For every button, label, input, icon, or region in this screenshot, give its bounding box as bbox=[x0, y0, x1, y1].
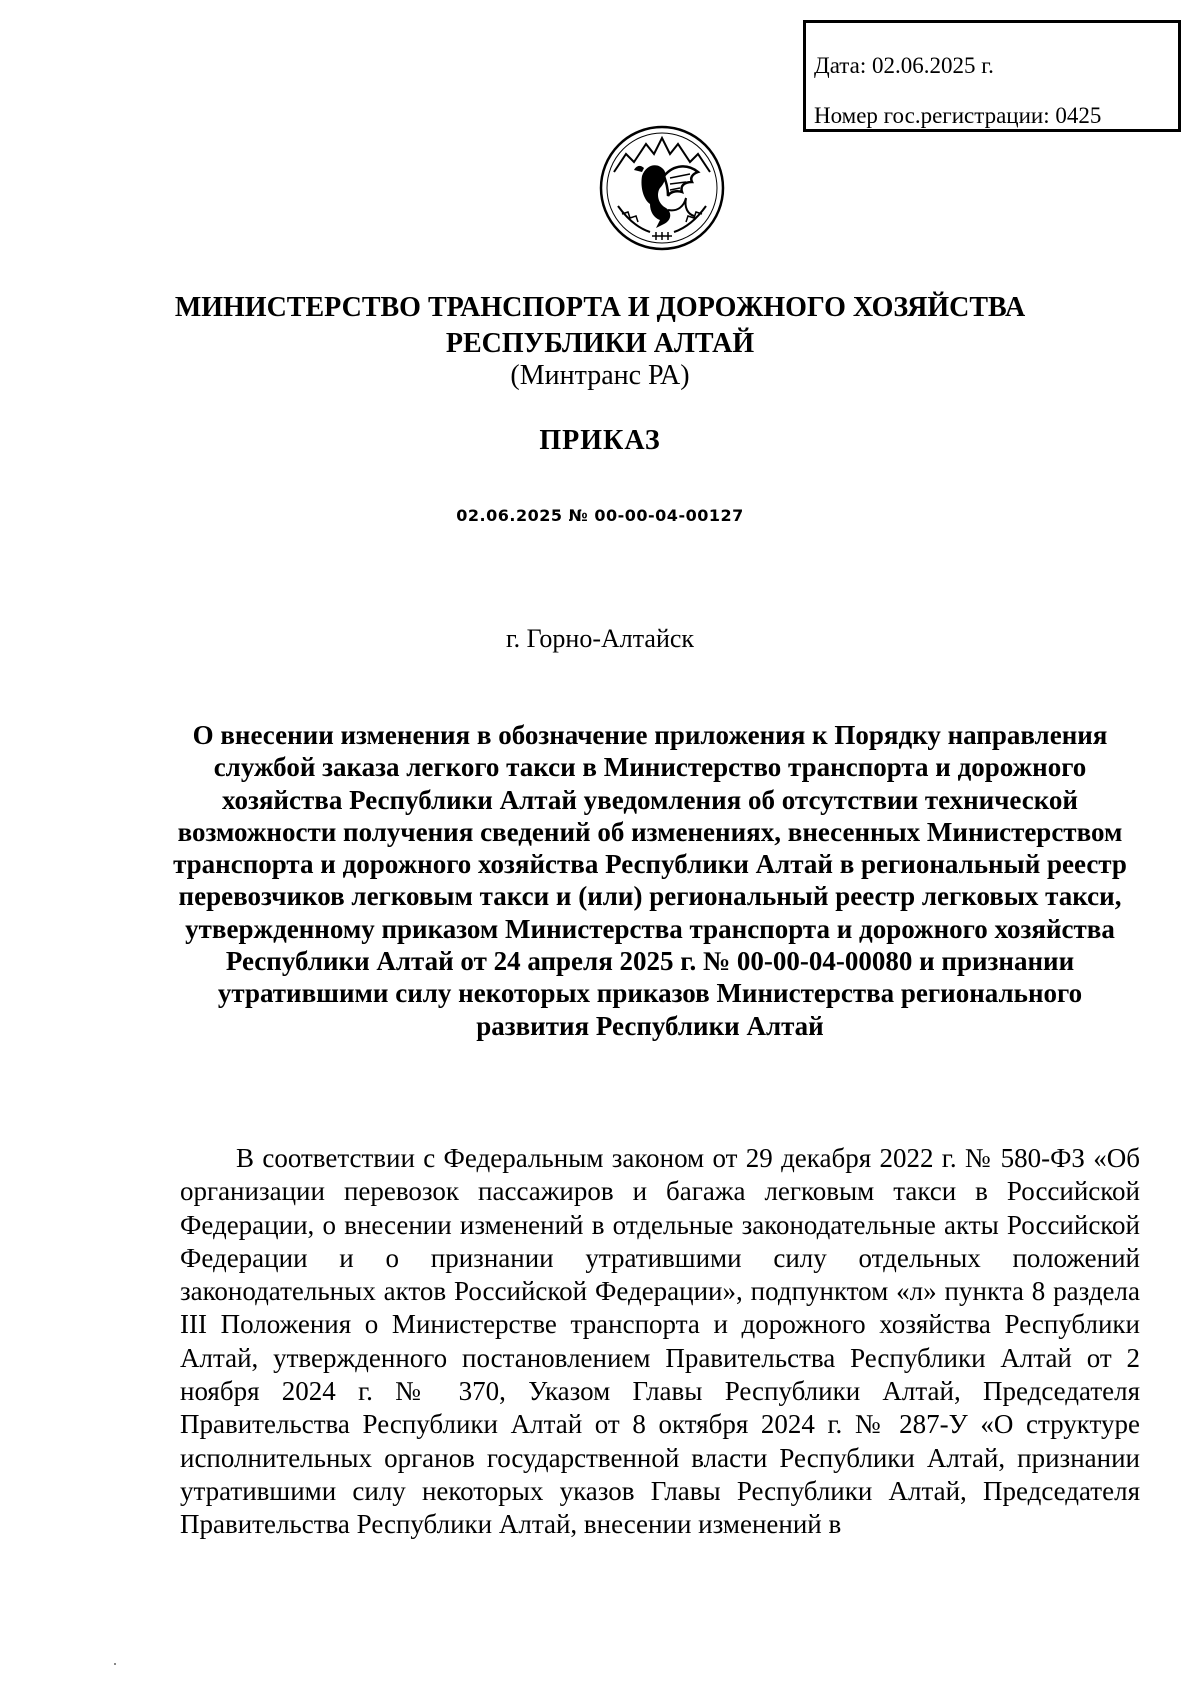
ministry-name bbox=[0, 290, 1200, 362]
registration-stamp bbox=[803, 20, 1181, 132]
ministry-name-line1: МИНИСТЕРСТВО ТРАНСПОРТА И ДОРОЖНОГО ХОЗЯЙСТВА bbox=[174, 292, 1026, 323]
body-paragraph: В соответствии с Федеральным законом от 29 декабря 2022 г. № 580-ФЗ «Об организации перевозок пассажиров и багажа легковым такси в Российской Федерации, о внесении изменений в отдельные законодательные акты Российской Федерации и о признании утратившими силу отдельных положений законодательных актов Российской Федерации», подпунктом «л» пункта 8 раздела III Положения о Министерстве транспорта и дорожного хозяйства Республики Алтай, утвержденного постановлением Правительства Республики Алтай от 2 ноября 2024 г. № 370, Указом Главы Республики Алтай, Председателя Правительства Республики Алтай от 8 октября 2024 г. № 287-У «О структуре исполнительных органов государственной власти Республики Алтай, признании утратившими силу некоторых указов Главы Республики Алтай, Председателя Правительства Республики Алтай, внесении изменений в bbox=[180, 1143, 1140, 1540]
scan-dot bbox=[114, 1663, 116, 1665]
registration-number-label: Номер гос.регистрации: bbox=[814, 103, 1050, 128]
order-date-number: 02.06.2025 № 00-00-04-00127 bbox=[456, 506, 744, 525]
registration-date-value: 02.06.2025 г. bbox=[871, 53, 994, 78]
registration-date-line bbox=[814, 41, 1178, 91]
ministry-short-name: (Минтранс РА) bbox=[510, 360, 690, 391]
document-type-title: ПРИКАЗ bbox=[539, 425, 661, 456]
order-subject: О внесении изменения в обозначение приложения к Порядку направления службой заказа легкого такси в Министерство транспорта и дорожного хозяйства Республики Алтай уведомления об отсутствии технической возможности получения сведений об изменениях, внесенных Министерством транспорта и дорожного хозяйства Республики Алтай в региональный реестр перевозчиков легковым такси и (или) региональный реестр легковых такси, утвержденному приказом Министерства транспорта и дорожного хозяйства Республики Алтай от 24 апреля 2025 г. № 00-00-04-00080 и признании утратившими силу некоторых приказов Министерства регионального развития Республики Алтай bbox=[173, 720, 1127, 1041]
republic-altai-coat-of-arms-icon bbox=[598, 124, 726, 252]
registration-number-line bbox=[814, 91, 1178, 141]
registration-date-label: Дата: bbox=[814, 53, 867, 78]
ministry-name-line2: РЕСПУБЛИКИ АЛТАЙ bbox=[445, 328, 755, 359]
city: г. Горно-Алтайск bbox=[505, 624, 695, 653]
registration-number-value: 0425 bbox=[1055, 103, 1102, 128]
